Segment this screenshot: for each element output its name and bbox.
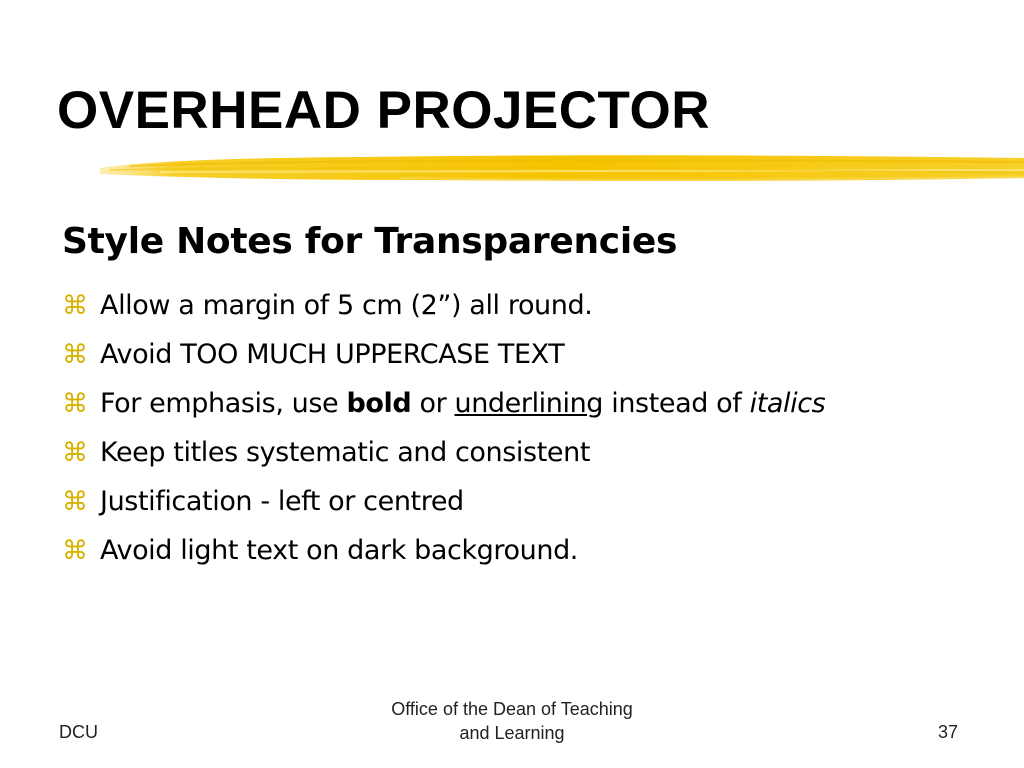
footer-organization: DCU [59, 722, 98, 742]
command-key-icon: ⌘ [62, 339, 88, 370]
bullet-text-segment: instead of [603, 388, 750, 419]
bullet-text [100, 388, 825, 419]
bullet-text: Avoid TOO MUCH UPPERCASE TEXT [100, 339, 565, 370]
list-item [62, 526, 825, 575]
footer-department-line: Office of the Dean of Teaching [391, 699, 633, 719]
bullet-list [62, 281, 825, 575]
slide-subtitle: Style Notes for Transparencies [62, 221, 678, 262]
bullet-text-segment: For emphasis, use [100, 388, 347, 419]
bullet-text: Keep titles systematic and consistent [100, 437, 591, 468]
footer-department-line: and Learning [459, 723, 565, 743]
list-item [62, 281, 825, 330]
highlighter-stroke-decoration [100, 148, 1024, 190]
underline-example: underlining [454, 388, 604, 419]
footer-department [352, 697, 672, 745]
list-item [62, 330, 825, 379]
command-key-icon: ⌘ [62, 535, 88, 566]
command-key-icon: ⌘ [62, 437, 88, 468]
list-item [62, 379, 825, 428]
command-key-icon: ⌘ [62, 290, 88, 321]
command-key-icon: ⌘ [62, 388, 88, 419]
bullet-text: Allow a margin of 5 cm (2”) all round. [100, 290, 593, 321]
bullet-text: Avoid light text on dark background. [100, 535, 578, 566]
page-number: 37 [937, 722, 958, 742]
command-key-icon: ⌘ [62, 486, 88, 517]
bold-example: bold [346, 388, 412, 419]
slide-title: OVERHEAD PROJECTOR [57, 81, 710, 140]
bullet-text-segment: or [411, 388, 455, 419]
list-item [62, 428, 825, 477]
bullet-text: Justification - left or centred [100, 486, 464, 517]
list-item [62, 477, 825, 526]
italic-example: italics [749, 388, 826, 419]
